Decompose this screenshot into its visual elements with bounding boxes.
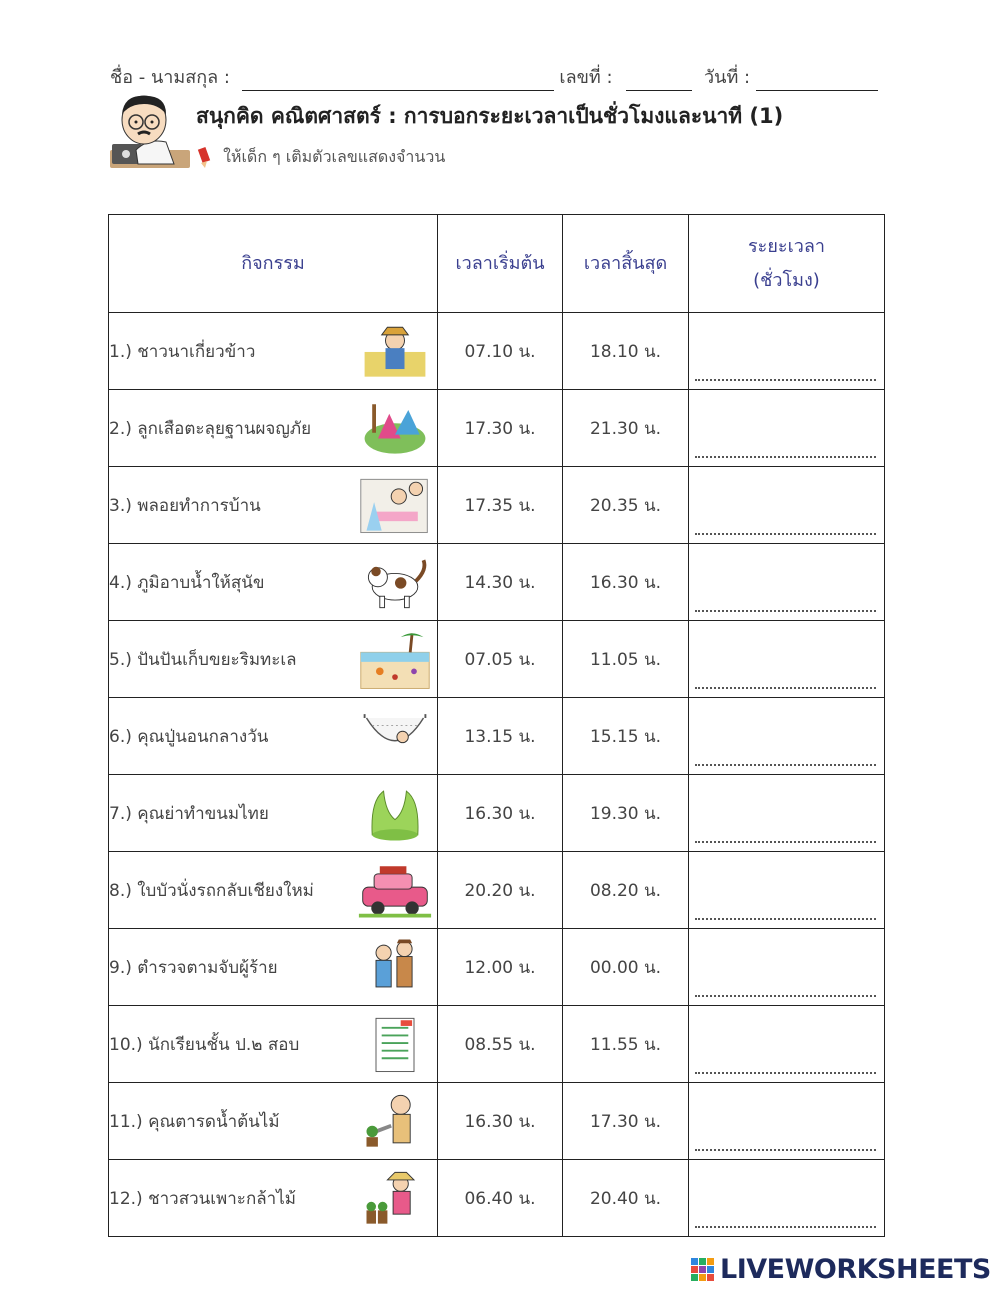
activity-label: 4.) ภูมิอาบน้ำให้สุนัข	[109, 572, 265, 593]
start-time-cell: 12.00 น.	[438, 929, 563, 1006]
activity-label: 3.) พลอยทำการบ้าน	[109, 495, 261, 516]
activity-cell	[109, 467, 438, 544]
duration-answer-cell[interactable]	[689, 313, 885, 390]
start-time-cell: 16.30 น.	[438, 775, 563, 852]
activity-label: 10.) นักเรียนชั้น ป.๒ สอบ	[109, 1034, 300, 1055]
table-row	[109, 929, 885, 1006]
scouts-camp-icon	[357, 396, 433, 460]
end-time-cell: 11.55 น.	[563, 1006, 689, 1083]
header-duration-line2: (ชั่วโมง)	[753, 269, 820, 291]
activity-cell	[109, 929, 438, 1006]
number-field[interactable]	[626, 70, 692, 91]
end-time-cell: 17.30 น.	[563, 1083, 689, 1160]
answer-dotted-line[interactable]	[695, 1224, 876, 1228]
end-time-cell: 19.30 น.	[563, 775, 689, 852]
name-label: ชื่อ - นามสกุล :	[110, 67, 230, 88]
activity-cell	[109, 1160, 438, 1237]
activity-label: 2.) ลูกเสือตะลุยฐานผจญภัย	[109, 418, 312, 439]
exam-paper-icon	[357, 1012, 433, 1076]
duration-answer-cell[interactable]	[689, 1160, 885, 1237]
beach-icon	[357, 627, 433, 691]
table-row	[109, 1160, 885, 1237]
answer-dotted-line[interactable]	[695, 531, 876, 535]
header-activity: กิจกรรม	[109, 215, 438, 313]
answer-dotted-line[interactable]	[695, 762, 876, 766]
answer-dotted-line[interactable]	[695, 377, 876, 381]
table-row	[109, 775, 885, 852]
duration-answer-cell[interactable]	[689, 929, 885, 1006]
name-field[interactable]	[242, 70, 554, 91]
activity-cell	[109, 313, 438, 390]
homework-icon	[357, 473, 433, 537]
duration-answer-cell[interactable]	[689, 621, 885, 698]
activity-cell	[109, 775, 438, 852]
answer-dotted-line[interactable]	[695, 454, 876, 458]
dog-icon	[357, 550, 433, 614]
table-row	[109, 1006, 885, 1083]
start-time-cell: 08.55 น.	[438, 1006, 563, 1083]
teacher-cartoon-icon	[108, 92, 192, 176]
start-time-cell: 20.20 น.	[438, 852, 563, 929]
start-time-cell: 07.10 น.	[438, 313, 563, 390]
number-label: เลขที่ :	[559, 67, 613, 88]
duration-answer-cell[interactable]	[689, 852, 885, 929]
duration-answer-cell[interactable]	[689, 390, 885, 467]
liveworksheets-logo	[690, 1253, 991, 1287]
table-row	[109, 544, 885, 621]
activity-cell	[109, 1083, 438, 1160]
liveworksheets-logo-icon	[690, 1257, 716, 1283]
table-row	[109, 390, 885, 467]
activity-label: 11.) คุณตารดน้ำต้นไม้	[109, 1111, 280, 1132]
student-info-line	[110, 62, 890, 92]
activity-cell	[109, 698, 438, 775]
watering-plant-icon	[357, 1089, 433, 1153]
table-header-row	[109, 215, 885, 313]
answer-dotted-line[interactable]	[695, 993, 876, 997]
start-time-cell: 13.15 น.	[438, 698, 563, 775]
duration-answer-cell[interactable]	[689, 775, 885, 852]
answer-dotted-line[interactable]	[695, 1147, 876, 1151]
logo-text: LIVEWORKSHEETS	[720, 1254, 991, 1285]
header-start-time: เวลาเริ่มต้น	[438, 215, 563, 313]
gardener-icon	[357, 1166, 433, 1230]
end-time-cell: 15.15 น.	[563, 698, 689, 775]
start-time-cell: 17.35 น.	[438, 467, 563, 544]
hammock-icon	[357, 704, 433, 768]
end-time-cell: 20.40 น.	[563, 1160, 689, 1237]
end-time-cell: 11.05 น.	[563, 621, 689, 698]
worksheet-title: สนุกคิด คณิตศาสตร์ : การบอกระยะเวลาเป็นชั่วโมงและนาที (1)	[196, 104, 784, 128]
activity-label: 8.) ใบบัวนั่งรถกลับเชียงใหม่	[109, 880, 314, 901]
start-time-cell: 06.40 น.	[438, 1160, 563, 1237]
activity-label: 7.) คุณย่าทำขนมไทย	[109, 803, 269, 824]
table-row	[109, 313, 885, 390]
activity-cell	[109, 852, 438, 929]
table-row	[109, 1083, 885, 1160]
activity-cell	[109, 621, 438, 698]
duration-answer-cell[interactable]	[689, 467, 885, 544]
start-time-cell: 16.30 น.	[438, 1083, 563, 1160]
table-row	[109, 467, 885, 544]
table-row	[109, 852, 885, 929]
end-time-cell: 16.30 น.	[563, 544, 689, 621]
instruction-line	[196, 145, 445, 170]
date-label: วันที่ :	[704, 67, 751, 88]
end-time-cell: 00.00 น.	[563, 929, 689, 1006]
car-icon	[357, 858, 433, 922]
instruction-text: ให้เด็ก ๆ เติมตัวเลขแสดงจำนวน	[223, 147, 446, 166]
thai-dessert-icon	[357, 781, 433, 845]
answer-dotted-line[interactable]	[695, 916, 876, 920]
answer-dotted-line[interactable]	[695, 608, 876, 612]
activity-label: 1.) ชาวนาเกี่ยวข้าว	[109, 341, 256, 362]
answer-dotted-line[interactable]	[695, 1070, 876, 1074]
pencil-icon	[196, 147, 214, 169]
activity-label: 5.) ปันปันเก็บขยะริมทะเล	[109, 649, 297, 670]
header-duration	[689, 215, 885, 313]
duration-answer-cell[interactable]	[689, 698, 885, 775]
duration-answer-cell[interactable]	[689, 1006, 885, 1083]
end-time-cell: 18.10 น.	[563, 313, 689, 390]
table-row	[109, 698, 885, 775]
answer-dotted-line[interactable]	[695, 685, 876, 689]
activity-label: 12.) ชาวสวนเพาะกล้าไม้	[109, 1188, 296, 1209]
activity-label: 9.) ตำรวจตามจับผู้ร้าย	[109, 957, 278, 978]
header-end-time: เวลาสิ้นสุด	[563, 215, 689, 313]
start-time-cell: 17.30 น.	[438, 390, 563, 467]
table-row	[109, 621, 885, 698]
header-duration-line1: ระยะเวลา	[748, 235, 825, 257]
farmer-harvesting-icon	[357, 319, 433, 383]
duration-answer-cell[interactable]	[689, 544, 885, 621]
date-field[interactable]	[756, 70, 878, 91]
activity-cell	[109, 544, 438, 621]
start-time-cell: 07.05 น.	[438, 621, 563, 698]
end-time-cell: 20.35 น.	[563, 467, 689, 544]
duration-answer-cell[interactable]	[689, 1083, 885, 1160]
activity-cell	[109, 390, 438, 467]
activity-cell	[109, 1006, 438, 1083]
activity-label: 6.) คุณปู่นอนกลางวัน	[109, 726, 269, 747]
end-time-cell: 21.30 น.	[563, 390, 689, 467]
start-time-cell: 14.30 น.	[438, 544, 563, 621]
activity-duration-table	[108, 214, 885, 1237]
answer-dotted-line[interactable]	[695, 839, 876, 843]
police-icon	[357, 935, 433, 999]
end-time-cell: 08.20 น.	[563, 852, 689, 929]
